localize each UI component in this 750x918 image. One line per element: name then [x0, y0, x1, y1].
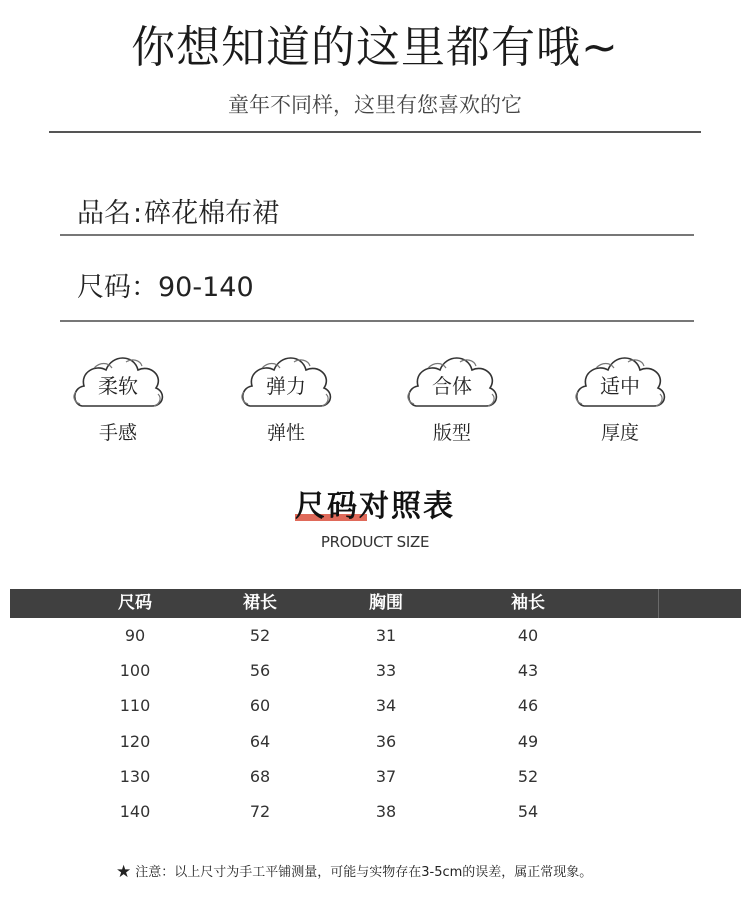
table-row — [10, 654, 741, 688]
table-cell: 140 — [119, 802, 151, 821]
measurement-note — [116, 861, 592, 884]
page-title: 你想知道的这里都有哦~ — [131, 22, 619, 73]
product-name-row — [77, 196, 279, 232]
table-row — [10, 795, 741, 829]
table-cell: 52 — [517, 766, 539, 786]
feature-item — [402, 348, 502, 448]
size-chart-subtitle: PRODUCT SIZE — [320, 533, 430, 551]
product-size-row — [77, 270, 254, 306]
product-size-separator: ： — [131, 272, 158, 303]
table-cell: 120 — [119, 731, 151, 751]
feature-caption: 手感 — [98, 422, 137, 444]
feature-item — [68, 348, 168, 448]
feature-word: 柔软 — [98, 374, 138, 398]
table-cell: 60 — [249, 696, 271, 716]
table-cell: 90 — [124, 626, 146, 645]
table-row — [10, 760, 741, 794]
note-text: 注意：以上尺寸为手工平铺测量，可能与实物存在3-5cm的误差，属正常现象。 — [135, 865, 593, 880]
table-row — [10, 619, 741, 653]
column-header: 裙长 — [243, 593, 277, 613]
table-cell: 130 — [119, 766, 151, 786]
size-chart-title-rest: 对照表 — [359, 489, 455, 524]
table-cell: 33 — [375, 661, 397, 681]
size-chart-title — [295, 488, 455, 526]
size-chart-heading — [0, 488, 750, 526]
header-divider-line — [658, 589, 659, 618]
product-name-label: 品名 — [77, 198, 131, 229]
table-cell: 34 — [375, 696, 397, 716]
column-header: 胸围 — [369, 593, 403, 613]
product-size-divider — [60, 320, 694, 322]
table-cell: 64 — [249, 731, 271, 751]
table-cell: 110 — [119, 696, 151, 716]
table-cell: 46 — [517, 696, 539, 716]
feature-caption: 弹性 — [266, 422, 305, 444]
size-table-header — [10, 589, 741, 618]
product-name-divider — [60, 234, 694, 236]
feature-word: 合体 — [432, 374, 472, 398]
size-chart-title-highlight: 尺码 — [295, 489, 359, 524]
feature-item — [570, 348, 670, 448]
table-cell: 72 — [249, 802, 271, 821]
feature-caption: 版型 — [432, 422, 471, 444]
table-cell: 40 — [517, 626, 539, 645]
table-row — [10, 689, 741, 723]
table-cell: 31 — [375, 626, 397, 645]
feature-caption: 厚度 — [600, 422, 639, 444]
page-subtitle: 童年不同样，这里有您喜欢的它 — [228, 93, 522, 117]
table-cell: 38 — [375, 802, 397, 821]
table-cell: 49 — [517, 731, 539, 751]
product-size-label: 尺码 — [77, 272, 131, 303]
product-size-value: 90-140 — [158, 272, 254, 303]
table-row — [10, 725, 741, 759]
table-cell: 54 — [517, 802, 539, 821]
table-cell: 37 — [375, 766, 397, 786]
table-cell: 43 — [517, 661, 539, 681]
table-cell: 68 — [249, 766, 271, 786]
table-cell: 100 — [119, 661, 151, 681]
column-header: 尺码 — [118, 593, 152, 613]
feature-word: 弹力 — [266, 374, 306, 398]
header-divider — [49, 131, 701, 133]
feature-word: 适中 — [600, 374, 640, 398]
star-icon: ★ — [116, 862, 132, 882]
product-name-value: 碎花棉布裙 — [144, 198, 280, 229]
table-cell: 52 — [249, 626, 271, 645]
column-header: 袖长 — [511, 593, 545, 613]
product-name-separator: : — [133, 198, 143, 229]
table-cell: 56 — [249, 661, 271, 681]
feature-item — [236, 348, 336, 448]
table-cell: 36 — [375, 731, 397, 751]
